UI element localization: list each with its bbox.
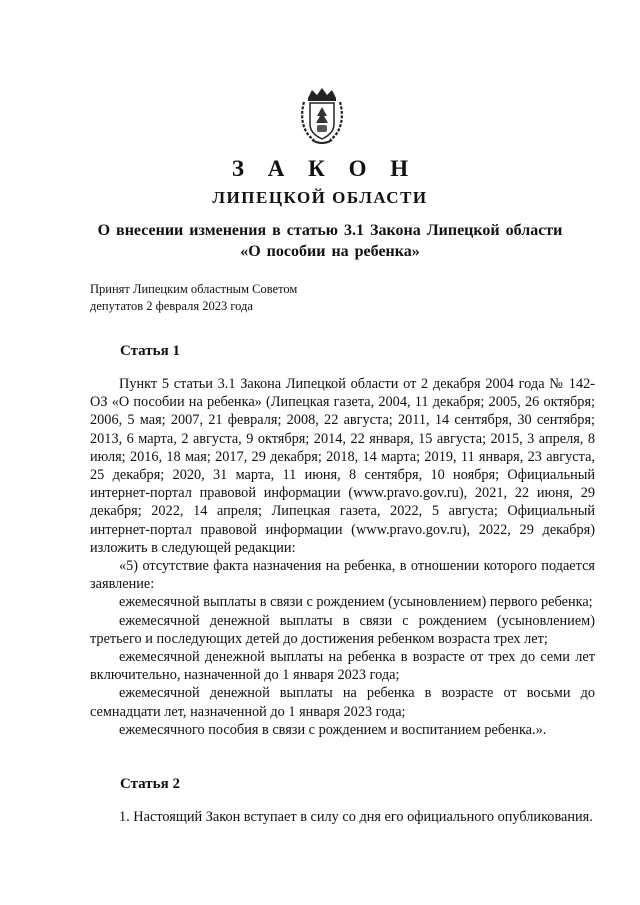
article-2-heading: Статья 2 bbox=[120, 776, 180, 792]
article-2-body bbox=[90, 808, 595, 826]
paragraph: Пункт 5 статьи 3.1 Закона Липецкой области от 2 декабря 2004 года № 142-ОЗ «О пособии на ребенка» (Липецкая газета, 2004, 11 декабря; 2005, 26 октября; 2006, 5 мая; 2007, 21 февраля; 2008, 22 августа; 2011, 14 сентября, 30 сентября; 2013, 6 марта, 2 августа, 9 октября; 2014, 22 января, 15 августа; 2015, 3 апреля, 8 июля; 2016, 18 мая; 2017, 29 декабря; 2018, 14 марта; 2019, 11 января, 23 августа, 25 декабря; 2020, 31 марта, 11 июня, 8 сентября, 10 ноября; Официальный интернет-портал правовой информации (www.pravo.gov.ru), 2021, 22 июня, 29 декабря; 2022, 14 апреля; Липецкая газета, 2022, 5 августа; Официальный интернет-портал правовой информации (www.pravo.gov.ru), 2022, 29 декабря) изложить в следующей редакции: bbox=[90, 376, 595, 556]
adoption-line-1: Принят Липецким областным Советом bbox=[90, 282, 298, 296]
paragraph: ежемесячной денежной выплаты на ребенка в возрасте от трех до семи лет включительно, назначенной до 1 января 2023 года; bbox=[90, 649, 595, 684]
paragraph: ежемесячной денежной выплаты в связи с рождением (усыновлением) третьего и последующих детей до достижения ребенком возраста трех лет; bbox=[90, 612, 595, 647]
coat-of-arms-icon bbox=[298, 86, 346, 146]
law-subject: О внесении изменения в статью 3.1 Закона Липецкой области «О пособии на ребенка» bbox=[97, 222, 563, 260]
adoption-line-2: депутатов 2 февраля 2023 года bbox=[90, 299, 253, 313]
adoption-note bbox=[90, 281, 297, 315]
article-1-heading: Статья 1 bbox=[120, 343, 180, 359]
paragraph: ежемесячной выплаты в связи с рождением (усыновлением) первого ребенка; bbox=[119, 594, 593, 611]
law-title: З А К О Н bbox=[231, 156, 418, 181]
paragraph: «5) отсутствие факта назначения на ребенка, в отношении которого подается заявление: bbox=[90, 558, 595, 593]
article-1-body bbox=[90, 375, 595, 739]
region-title: ЛИПЕЦКОЙ ОБЛАСТИ bbox=[212, 188, 428, 207]
paragraph: 1. Настоящий Закон вступает в силу со дня его официального опубликования. bbox=[119, 809, 593, 825]
paragraph: ежемесячной денежной выплаты на ребенка в возрасте от восьми до семнадцати лет, назначенной до 1 января 2023 года; bbox=[90, 685, 595, 720]
paragraph: ежемесячного пособия в связи с рождением и воспитанием ребенка.». bbox=[119, 721, 547, 738]
